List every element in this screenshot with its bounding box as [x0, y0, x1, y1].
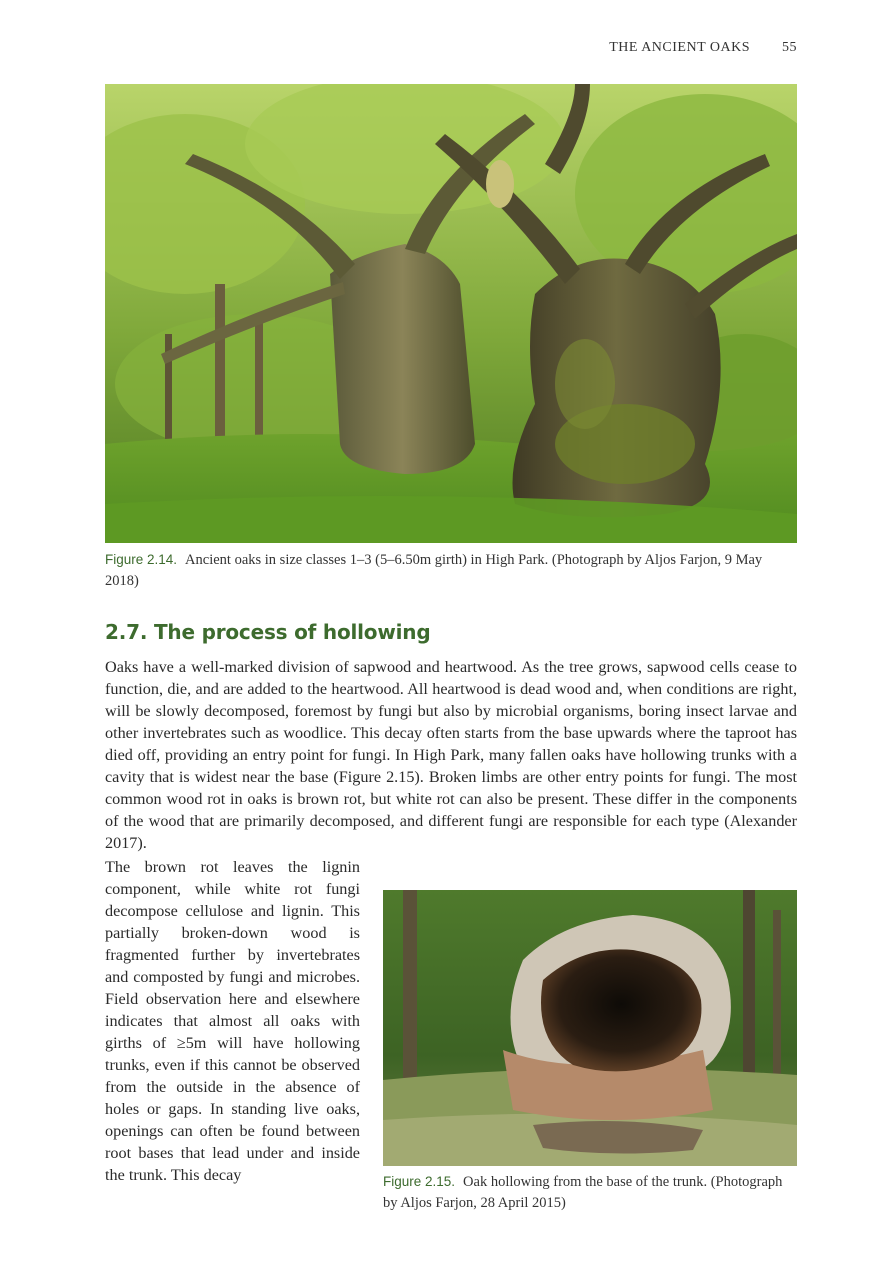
figure-2-15-caption: [383, 1171, 797, 1214]
body-paragraph-full-width: Oaks have a well-marked division of sapwood and heartwood. As the tree grows, sapwood cells cease to function, die, and are added to the heartwood. All heartwood is dead wood and, when conditions are right, will be slowly decomposed, foremost by fungi but also by microbial organisms, boring insect larvae and other invertebrates such as woodlice. This decay often starts from the base upwards where the taproot has died off, providing an entry point for fungi. In High Park, many fallen oaks have hollowing trunks with a cavity that is widest near the base (Figure 2.15). Broken limbs are other entry points for fungi. The most common wood rot in oaks is brown rot, but white rot can also be present. These differ in the components of the wood that are primarily decomposed, and different fungi are responsible for each type (Alexander 2017).: [105, 658, 797, 852]
body-paragraph-column: The brown rot leaves the lignin component, while white rot fungi decompose cellulose and lignin. This partially broken-down wood is fragmented further by invertebrates and composted by fungi and microbes. Field observation here and elsewhere indicates that almost all oaks with girths of ≥5m will have hollowing trunks, even if this cannot be observed from the outside in the absence of holes or gaps. In standing live oaks, openings can often be found between root bases that lead under and inside the trunk. This decay: [105, 858, 360, 1184]
figure-2-14-caption: [105, 549, 797, 592]
page-number: 55: [782, 40, 797, 55]
hollow-trunk-photo: [383, 890, 797, 1166]
running-head: [609, 40, 797, 56]
figure-2-15-label: Figure 2.15.: [383, 1174, 456, 1189]
running-title: THE ANCIENT OAKS: [609, 40, 750, 55]
figure-2-15-caption-text: Oak hollowing from the base of the trunk. (Photograph by Aljos Farjon, 28 April 2015): [383, 1174, 783, 1211]
ancient-oaks-photo: [105, 84, 797, 543]
section-heading: 2.7. The process of hollowing: [105, 620, 431, 644]
figure-2-14-caption-text: Ancient oaks in size classes 1–3 (5–6.50m girth) in High Park. (Photograph by Aljos Farjon, 9 May 2018): [105, 552, 763, 589]
figure-2-14-label: Figure 2.14.: [105, 552, 178, 567]
